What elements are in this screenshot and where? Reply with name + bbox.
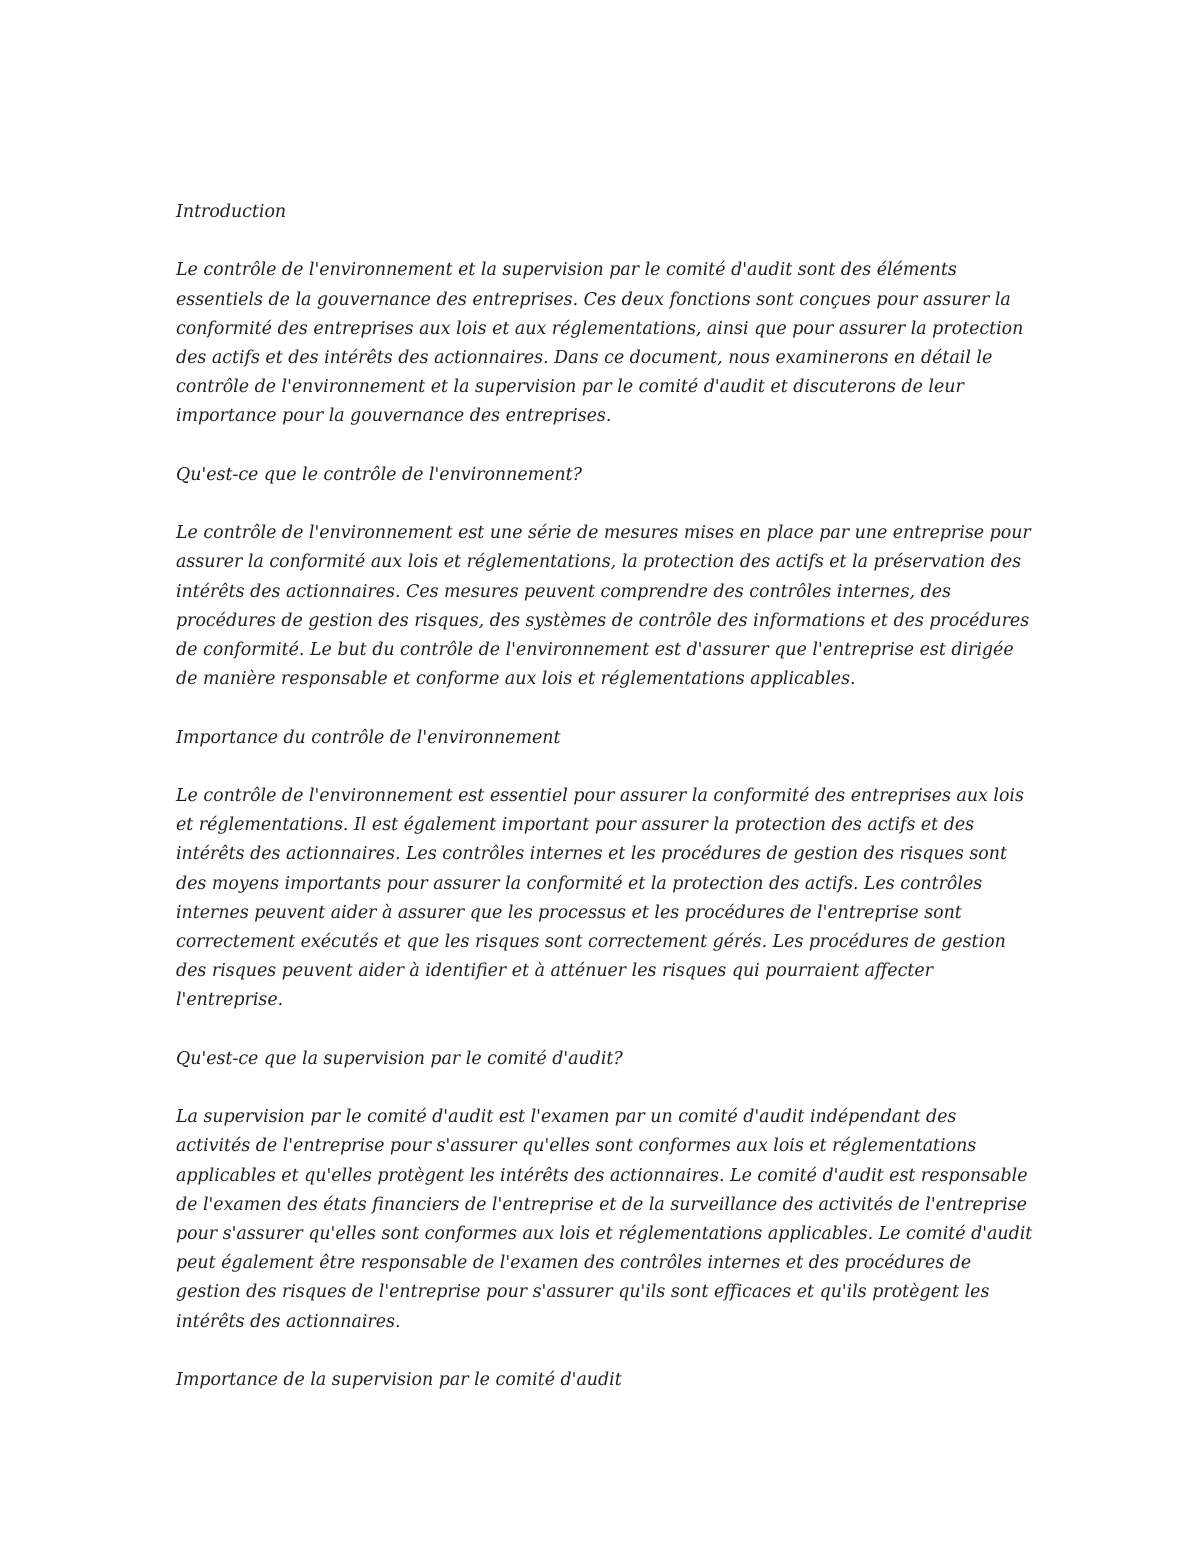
document-body [176,198,1036,1424]
section-heading-what-is-environment-control: Qu'est-ce que le contrôle de l'environnement? [176,464,582,485]
paragraph-audit-committee-supervision-definition: La supervision par le comité d'audit est l'examen par un comité d'audit indépendant des activités de l'entreprise pour s'assurer qu'elles sont conformes aux lois et réglementations applicables et qu'elles protègent les intérêts des actionnaires. Le comité d'audit est responsable de l'examen des états financiers de l'entreprise et de la surveillance des activités de l'entreprise pour s'assurer qu'elles sont conformes aux lois et réglementations applicables. Le comité d'audit peut également être responsable de l'examen des contrôles internes et des procédures de gestion des risques de l'entreprise pour s'assurer qu'ils sont efficaces et qu'ils protègent les intérêts des actionnaires. [176,1107,1033,1332]
section-heading-what-is-audit-committee-supervision: Qu'est-ce que la supervision par le comité d'audit? [176,1048,623,1069]
paragraph-environment-control-definition: Le contrôle de l'environnement est une série de mesures mises en place par une entreprise pour assurer la conformité aux lois et réglementations, la protection des actifs et la préservation des intérêts des actionnaires. Ces mesures peuvent comprendre des contrôles internes, des procédures de gestion des risques, des systèmes de contrôle des informations et des procédures de conformité. Le but du contrôle de l'environnement est d'assurer que l'entreprise est dirigée de manière responsable et conforme aux lois et réglementations applicables. [176,523,1031,690]
paragraph-introduction: Le contrôle de l'environnement et la supervision par le comité d'audit sont des éléments essentiels de la gouvernance des entreprises. Ces deux fonctions sont conçues pour assurer la conformité des entreprises aux lois et aux réglementations, ainsi que pour assurer la protection des actifs et des intérêts des actionnaires. Dans ce document, nous examinerons en détail le contrôle de l'environnement et la supervision par le comité d'audit et discuterons de leur importance pour la gouvernance des entreprises. [176,260,1024,427]
section-heading-environment-control-importance: Importance du contrôle de l'environnement [176,727,561,748]
section-heading-audit-committee-supervision-importance: Importance de la supervision par le comité d'audit [176,1370,622,1390]
section-heading-introduction: Introduction [176,202,287,222]
paragraph-environment-control-importance: Le contrôle de l'environnement est essentiel pour assurer la conformité des entreprises aux lois et réglementations. Il est également important pour assurer la protection des actifs et des intérêts des actionnaires. Les contrôles internes et les procédures de gestion des risques sont des moyens importants pour assurer la conformité et la protection des actifs. Les contrôles internes peuvent aider à assurer que les processus et les procédures de l'entreprise sont correctement exécutés et que les risques sont correctement gérés. Les procédures de gestion des risques peuvent aider à identifier et à atténuer les risques qui pourraient affecter l'entreprise. [176,785,1024,1011]
